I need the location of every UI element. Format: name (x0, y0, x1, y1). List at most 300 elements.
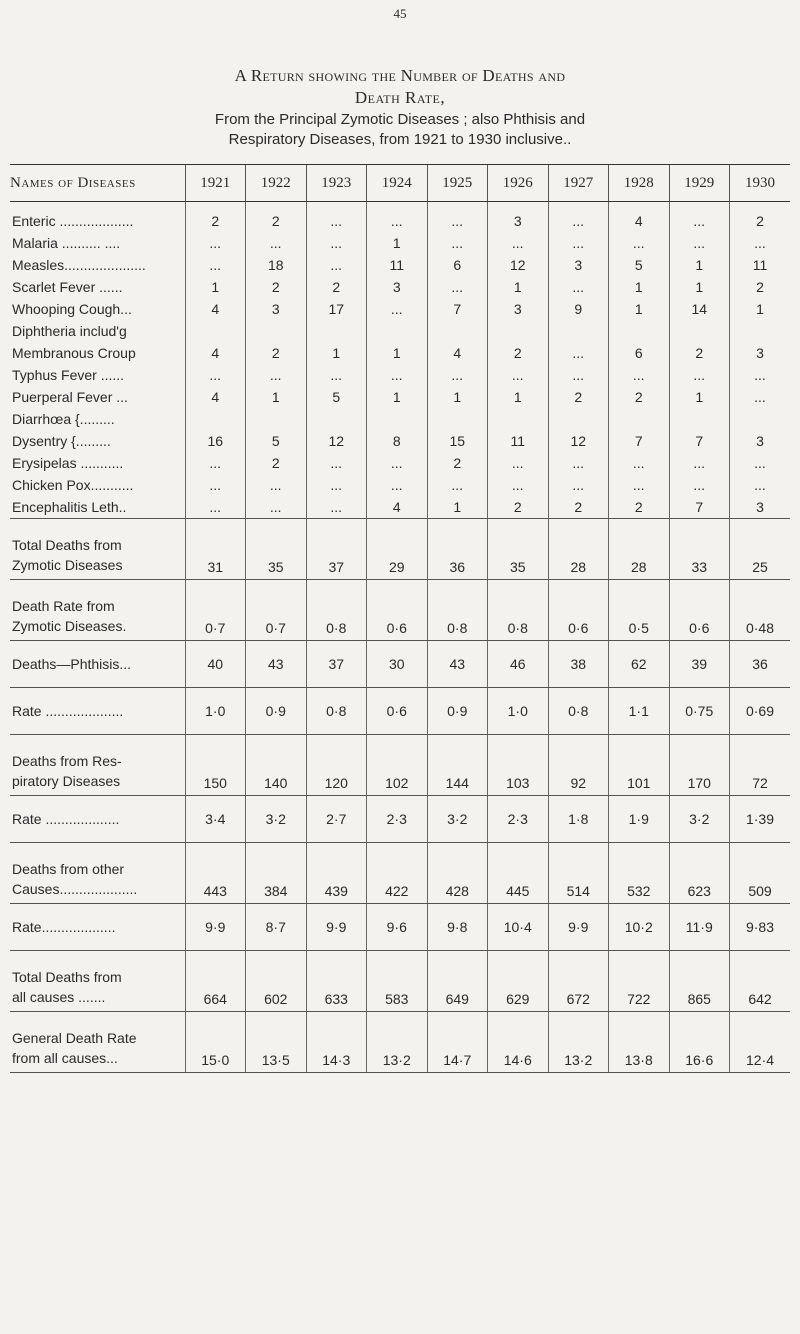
value-cell: 2 (488, 496, 549, 519)
value-cell: ... (730, 474, 791, 496)
value-cell: 3 (730, 496, 791, 519)
value-cell: 422 (367, 843, 428, 904)
value-cell: 1 (427, 386, 488, 408)
disease-name: Enteric ................... (12, 213, 134, 229)
value-cell: 2 (246, 276, 307, 298)
value-cell: 439 (306, 843, 367, 904)
value-cell: ... (488, 452, 549, 474)
summary-label-line-1: Deaths from Res- (12, 753, 122, 769)
value-cell: ... (185, 496, 246, 519)
value-cell: 0·9 (246, 688, 307, 735)
value-cell: ... (306, 474, 367, 496)
title-return: Return showing the Number of Deaths and (250, 66, 566, 85)
summary-label-line-2: from all causes... (12, 1050, 118, 1066)
value-cell: ... (609, 232, 670, 254)
value-cell: ... (306, 210, 367, 232)
disease-name: Diarrhœa {......... (12, 411, 115, 427)
value-cell: ... (669, 210, 730, 232)
value-cell: 6 (427, 254, 488, 276)
value-cell: 33 (669, 519, 730, 580)
value-cell: 17 (306, 298, 367, 320)
table-body (10, 202, 790, 1073)
value-cell: 2 (669, 342, 730, 364)
value-cell: 2·7 (306, 796, 367, 843)
value-cell: 0·8 (306, 688, 367, 735)
value-cell: 1 (246, 386, 307, 408)
value-cell: 3 (730, 430, 791, 452)
value-cell: 0·8 (548, 688, 609, 735)
table-row (10, 232, 790, 254)
value-cell (609, 320, 670, 342)
value-cell: 12·4 (730, 1012, 791, 1073)
value-cell: ... (306, 254, 367, 276)
summary-label (10, 796, 185, 843)
value-cell: ... (185, 474, 246, 496)
value-cell: 1 (730, 298, 791, 320)
value-cell: 672 (548, 951, 609, 1012)
deaths-table (10, 164, 790, 1073)
value-cell: 35 (488, 519, 549, 580)
value-cell: ... (185, 232, 246, 254)
value-cell: ... (246, 496, 307, 519)
summary-row (10, 688, 790, 735)
value-cell (367, 408, 428, 430)
summary-label-line-1: Total Deaths from (12, 537, 122, 553)
value-cell: 7 (669, 496, 730, 519)
value-cell: 532 (609, 843, 670, 904)
value-cell: 7 (427, 298, 488, 320)
value-cell: 43 (246, 641, 307, 688)
value-cell: 28 (609, 519, 670, 580)
summary-label-line-2: piratory Diseases (12, 773, 121, 789)
summary-label-line-1: General Death Rate (12, 1030, 137, 1046)
summary-label-line-2: Zymotic Diseases (12, 557, 123, 573)
year-header: 1929 (669, 165, 730, 202)
value-cell: 722 (609, 951, 670, 1012)
value-cell: 3 (488, 298, 549, 320)
value-cell: 11 (367, 254, 428, 276)
disease-name: Erysipelas ........... (12, 455, 124, 471)
value-cell (669, 320, 730, 342)
value-cell: 4 (427, 342, 488, 364)
spacer-row (10, 202, 790, 211)
value-cell: ... (185, 452, 246, 474)
summary-label (10, 641, 185, 688)
value-cell: 25 (730, 519, 791, 580)
summary-row (10, 735, 790, 796)
value-cell: 14·6 (488, 1012, 549, 1073)
value-cell: ... (367, 452, 428, 474)
value-cell: 2 (246, 342, 307, 364)
summary-label-line-1: Rate................... (12, 919, 116, 935)
value-cell: 2 (246, 452, 307, 474)
value-cell: ... (427, 210, 488, 232)
summary-label-line-1: Rate .................... (12, 703, 124, 719)
value-cell: ... (306, 364, 367, 386)
value-cell: ... (427, 474, 488, 496)
value-cell: 1 (306, 342, 367, 364)
value-cell: 2·3 (488, 796, 549, 843)
value-cell: 0·5 (609, 580, 670, 641)
page-number: 45 (393, 6, 407, 21)
value-cell: ... (306, 232, 367, 254)
summary-label-line-1: Deaths from other (12, 861, 125, 877)
value-cell: ... (609, 452, 670, 474)
value-cell: ... (669, 452, 730, 474)
value-cell: ... (367, 364, 428, 386)
value-cell: 0·48 (730, 580, 791, 641)
value-cell: 5 (246, 430, 307, 452)
disease-name: Measles..................... (12, 257, 146, 273)
value-cell: 1 (367, 342, 428, 364)
value-cell: 11 (730, 254, 791, 276)
value-cell: 0·8 (488, 580, 549, 641)
disease-name: Scarlet Fever ...... (12, 279, 123, 295)
subtitle-line-2: Respiratory Diseases, from 1921 to 1930 inclusive.. (228, 131, 572, 148)
summary-label-line-1: Deaths—Phthisis... (12, 656, 132, 672)
summary-label (10, 580, 185, 641)
value-cell: 2 (246, 210, 307, 232)
table-row (10, 254, 790, 276)
value-cell (246, 408, 307, 430)
value-cell: 1·0 (185, 688, 246, 735)
value-cell: 2·3 (367, 796, 428, 843)
value-cell: 428 (427, 843, 488, 904)
value-cell: 31 (185, 519, 246, 580)
value-cell: 140 (246, 735, 307, 796)
disease-name: Diphtheria includ'g (12, 323, 127, 339)
value-cell: ... (548, 364, 609, 386)
value-cell: 13·2 (548, 1012, 609, 1073)
value-cell: 0·75 (669, 688, 730, 735)
value-cell: ... (427, 364, 488, 386)
value-cell: 664 (185, 951, 246, 1012)
table-row (10, 342, 790, 364)
value-cell: 40 (185, 641, 246, 688)
value-cell: 4 (185, 342, 246, 364)
value-cell: 2 (730, 210, 791, 232)
value-cell: ... (246, 474, 307, 496)
disease-name: Dysentry {......... (12, 433, 111, 449)
value-cell (730, 320, 791, 342)
value-cell: 649 (427, 951, 488, 1012)
year-header: 1925 (427, 165, 488, 202)
disease-name: Malaria .......... .... (12, 235, 121, 251)
year-header: 1923 (306, 165, 367, 202)
value-cell (488, 408, 549, 430)
summary-label-line-2: all causes ....... (12, 989, 106, 1005)
value-cell: 15·0 (185, 1012, 246, 1073)
value-cell: 1·0 (488, 688, 549, 735)
value-cell: 6 (609, 342, 670, 364)
year-header: 1926 (488, 165, 549, 202)
value-cell: 1 (367, 386, 428, 408)
value-cell: ... (367, 474, 428, 496)
table-row (10, 320, 790, 342)
value-cell: ... (609, 474, 670, 496)
year-header: 1927 (548, 165, 609, 202)
value-cell: 170 (669, 735, 730, 796)
value-cell: 14·3 (306, 1012, 367, 1073)
value-cell: 5 (609, 254, 670, 276)
value-cell: 46 (488, 641, 549, 688)
value-cell: 10·2 (609, 904, 670, 951)
value-cell: 12 (488, 254, 549, 276)
value-cell (609, 408, 670, 430)
value-cell (488, 320, 549, 342)
value-cell: 3 (246, 298, 307, 320)
value-cell: 36 (427, 519, 488, 580)
value-cell: 43 (427, 641, 488, 688)
value-cell: 1 (609, 276, 670, 298)
value-cell: 3·4 (185, 796, 246, 843)
value-cell: 642 (730, 951, 791, 1012)
value-cell: ... (548, 210, 609, 232)
table-row (10, 474, 790, 496)
summary-label (10, 904, 185, 951)
value-cell (669, 408, 730, 430)
value-cell: 623 (669, 843, 730, 904)
value-cell: 8·7 (246, 904, 307, 951)
value-cell: 5 (306, 386, 367, 408)
value-cell: 865 (669, 951, 730, 1012)
value-cell: 0·8 (427, 580, 488, 641)
value-cell: ... (730, 232, 791, 254)
summary-label (10, 1012, 185, 1073)
value-cell: 1·9 (609, 796, 670, 843)
value-cell: ... (609, 364, 670, 386)
subtitle-line-1: From the Principal Zymotic Diseases ; also Phthisis and (214, 111, 586, 128)
value-cell: 4 (185, 386, 246, 408)
value-cell: 29 (367, 519, 428, 580)
value-cell: ... (367, 298, 428, 320)
value-cell: 1 (669, 276, 730, 298)
value-cell: 72 (730, 735, 791, 796)
value-cell: 1 (669, 254, 730, 276)
diseases-column-header: Names of Diseases (10, 165, 185, 202)
value-cell: 9·9 (548, 904, 609, 951)
value-cell: 15 (427, 430, 488, 452)
value-cell: 583 (367, 951, 428, 1012)
value-cell (548, 408, 609, 430)
value-cell (185, 320, 246, 342)
value-cell (185, 408, 246, 430)
value-cell: 445 (488, 843, 549, 904)
value-cell: ... (730, 452, 791, 474)
value-cell: 10·4 (488, 904, 549, 951)
value-cell (548, 320, 609, 342)
value-cell: 509 (730, 843, 791, 904)
value-cell: 1·1 (609, 688, 670, 735)
value-cell (246, 320, 307, 342)
value-cell: 7 (609, 430, 670, 452)
summary-label (10, 519, 185, 580)
table-row (10, 364, 790, 386)
value-cell: 3 (367, 276, 428, 298)
summary-row (10, 580, 790, 641)
summary-label-line-1: Death Rate from (12, 598, 115, 614)
value-cell: ... (669, 232, 730, 254)
value-cell: ... (427, 276, 488, 298)
value-cell: 1·8 (548, 796, 609, 843)
value-cell: 9·83 (730, 904, 791, 951)
summary-label-line-2: Causes.................... (12, 881, 138, 897)
value-cell: 16 (185, 430, 246, 452)
summary-row (10, 1012, 790, 1073)
value-cell: 1 (427, 496, 488, 519)
table-row (10, 430, 790, 452)
value-cell: 0·7 (185, 580, 246, 641)
value-cell: 0·7 (246, 580, 307, 641)
disease-name: Whooping Cough... (12, 301, 132, 317)
value-cell: 9·9 (306, 904, 367, 951)
title-article: A (234, 66, 247, 85)
summary-label (10, 951, 185, 1012)
value-cell: 38 (548, 641, 609, 688)
table-row (10, 408, 790, 430)
value-cell: 2 (548, 496, 609, 519)
summary-row (10, 843, 790, 904)
year-header: 1924 (367, 165, 428, 202)
value-cell: 11 (488, 430, 549, 452)
value-cell: 9·8 (427, 904, 488, 951)
summary-label (10, 843, 185, 904)
table-header-row (10, 165, 790, 202)
value-cell: 9·6 (367, 904, 428, 951)
value-cell (730, 408, 791, 430)
value-cell: 2 (185, 210, 246, 232)
value-cell: 39 (669, 641, 730, 688)
value-cell: 3 (548, 254, 609, 276)
value-cell (306, 408, 367, 430)
title-line-1 (0, 66, 800, 86)
value-cell: 2 (488, 342, 549, 364)
table-row (10, 496, 790, 519)
summary-row (10, 796, 790, 843)
value-cell: ... (488, 232, 549, 254)
summary-row (10, 904, 790, 951)
value-cell: 14 (669, 298, 730, 320)
value-cell: 101 (609, 735, 670, 796)
value-cell: 2 (730, 276, 791, 298)
value-cell: 3·2 (669, 796, 730, 843)
value-cell: 0·6 (367, 688, 428, 735)
value-cell: ... (669, 364, 730, 386)
summary-row (10, 519, 790, 580)
value-cell: ... (306, 496, 367, 519)
summary-label-line-1: Total Deaths from (12, 969, 122, 985)
value-cell: 1 (185, 276, 246, 298)
value-cell: 13·2 (367, 1012, 428, 1073)
value-cell: 514 (548, 843, 609, 904)
title-line-2: Death Rate, (354, 88, 446, 107)
disease-name: Chicken Pox........... (12, 477, 134, 493)
value-cell: 602 (246, 951, 307, 1012)
value-cell: 4 (609, 210, 670, 232)
value-cell: 2 (609, 496, 670, 519)
value-cell: ... (548, 452, 609, 474)
year-header: 1928 (609, 165, 670, 202)
value-cell: 3·2 (427, 796, 488, 843)
value-cell (427, 320, 488, 342)
summary-label-line-2: Zymotic Diseases. (12, 618, 127, 634)
value-cell: 3·2 (246, 796, 307, 843)
value-cell: ... (669, 474, 730, 496)
value-cell (306, 320, 367, 342)
value-cell: ... (730, 364, 791, 386)
summary-row (10, 951, 790, 1012)
value-cell: 1·39 (730, 796, 791, 843)
disease-name: Puerperal Fever ... (12, 389, 128, 405)
value-cell: 11·9 (669, 904, 730, 951)
value-cell: 150 (185, 735, 246, 796)
table-row (10, 298, 790, 320)
value-cell: 384 (246, 843, 307, 904)
summary-label-line-1: Rate ................... (12, 811, 120, 827)
value-cell: 0·6 (548, 580, 609, 641)
table-row (10, 386, 790, 408)
value-cell: 16·6 (669, 1012, 730, 1073)
value-cell: 0·6 (367, 580, 428, 641)
value-cell: ... (246, 232, 307, 254)
value-cell: 36 (730, 641, 791, 688)
disease-name: Typhus Fever ...... (12, 367, 125, 383)
value-cell: 4 (185, 298, 246, 320)
value-cell: ... (548, 342, 609, 364)
value-cell: 2 (609, 386, 670, 408)
value-cell: 633 (306, 951, 367, 1012)
value-cell: 7 (669, 430, 730, 452)
value-cell: 92 (548, 735, 609, 796)
value-cell: 13·5 (246, 1012, 307, 1073)
value-cell: 0·9 (427, 688, 488, 735)
value-cell: 102 (367, 735, 428, 796)
table-row (10, 276, 790, 298)
value-cell: 62 (609, 641, 670, 688)
value-cell: 629 (488, 951, 549, 1012)
summary-label (10, 688, 185, 735)
value-cell: 0·6 (669, 580, 730, 641)
disease-name: Encephalitis Leth.. (10, 496, 185, 519)
value-cell: 35 (246, 519, 307, 580)
value-cell: 14·7 (427, 1012, 488, 1073)
value-cell: 12 (548, 430, 609, 452)
value-cell: ... (548, 232, 609, 254)
value-cell: 103 (488, 735, 549, 796)
summary-label (10, 735, 185, 796)
value-cell: 1 (488, 276, 549, 298)
value-cell: ... (488, 364, 549, 386)
value-cell: ... (488, 474, 549, 496)
year-header: 1921 (185, 165, 246, 202)
value-cell: 144 (427, 735, 488, 796)
value-cell: 13·8 (609, 1012, 670, 1073)
value-cell: 120 (306, 735, 367, 796)
value-cell: 9 (548, 298, 609, 320)
value-cell: 0·69 (730, 688, 791, 735)
value-cell: 1 (367, 232, 428, 254)
value-cell: ... (246, 364, 307, 386)
value-cell: 18 (246, 254, 307, 276)
value-cell: ... (548, 474, 609, 496)
value-cell: 30 (367, 641, 428, 688)
value-cell: ... (427, 232, 488, 254)
value-cell: 4 (367, 496, 428, 519)
value-cell: 443 (185, 843, 246, 904)
value-cell: 1 (609, 298, 670, 320)
value-cell: 1 (669, 386, 730, 408)
value-cell: 0·8 (306, 580, 367, 641)
